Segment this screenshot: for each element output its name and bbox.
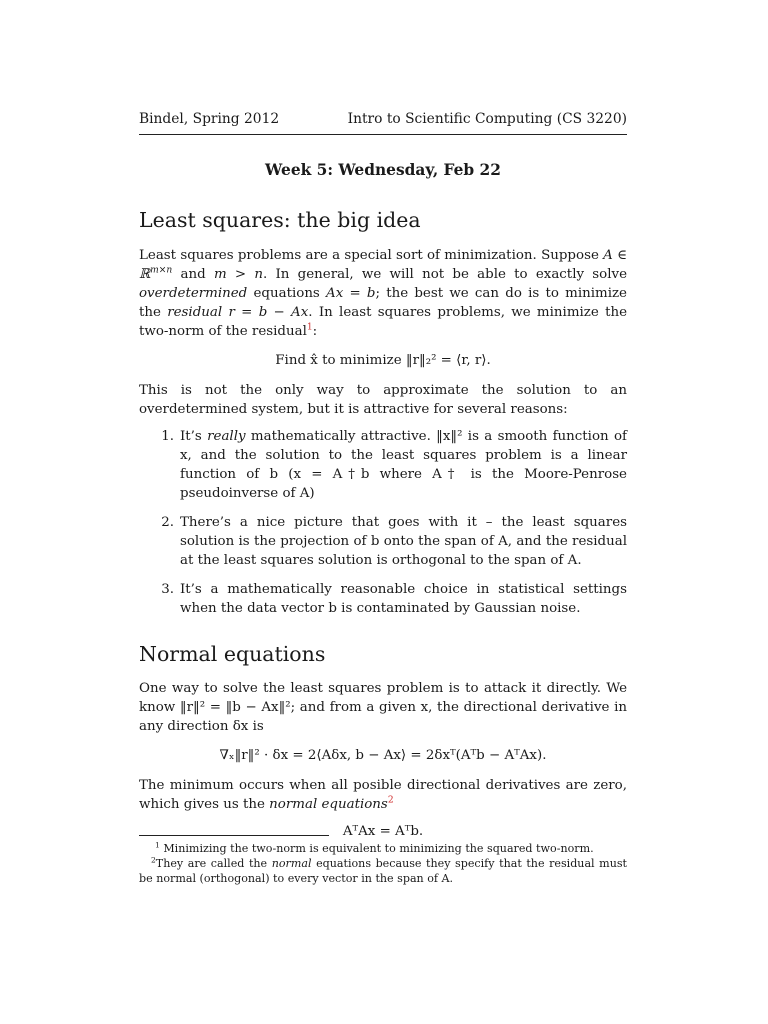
footnotes: [139, 841, 627, 886]
section-heading-normal-equations: Normal equations: [139, 642, 326, 666]
footnote-rule: [139, 835, 329, 836]
display-equation-normal: AᵀAx = Aᵀb.: [342, 824, 424, 839]
header-course-title: Intro to Scientific Computing (CS 3220): [347, 111, 627, 127]
reasons-list: [139, 427, 627, 618]
math-a-in-r: A ∈ ℝ$^{m\times n}$: [139, 248, 627, 282]
display-equation-derivative: ∇ₓ‖r‖² · δx = 2⟨Aδx, b − Ax⟩ = 2δxᵀ(Aᵀb − AᵀAx).: [219, 748, 547, 763]
emphasis-really: really: [207, 429, 246, 444]
list-item: 1. It’s really mathematically attractive. ‖x‖² is a smooth function of x, and the solution to the least squares problem is a linear function of b (x = A†b where A† is the Moore-Penrose pseudoinverse of A): [161, 429, 627, 501]
footnote-ref-2[interactable]: 2: [387, 795, 394, 806]
intro-paragraph: Least squares problems are a special sort of minimization. Suppose A ∈ ℝ$^{m\times n}$ and m > n. In general, we will not be able to exactly solve overdetermined equations Ax = b; the best we can do is to minimize the residual r = b − Ax. In least squares problems, we minimize the two-norm of the residual$^1$:: [139, 248, 628, 339]
document-page: [139, 110, 627, 886]
math-ax-eq-b: Ax = b: [326, 286, 376, 301]
term-normal-equations: normal equations: [269, 797, 388, 812]
footnote-ref-1[interactable]: 1: [306, 322, 313, 333]
footnote-1: $^1$ Minimizing the two-norm is equivalent to minimizing the squared two-norm.: [155, 840, 594, 855]
minimum-paragraph: The minimum occurs when all posible directional derivatives are zero, which gives us the normal equations$^2$: [139, 778, 627, 812]
header-rule: [139, 134, 627, 135]
footnote-2: $^2$They are called the normal equations because they specify that the residual must be normal (orthogonal) to every vector in the span of A.: [139, 855, 627, 885]
math-residual-def: r = b − Ax: [228, 305, 309, 320]
term-residual: residual: [167, 305, 223, 320]
normal-equations-paragraph: One way to solve the least squares problem is to attack it directly. We know ‖r‖² = ‖b − Ax‖²; and from a given x, the directional derivative in any direction δx is: [139, 681, 627, 734]
list-item: 2. There’s a nice picture that goes with it – the least squares solution is the projection of b onto the span of A, and the residual at the least squares solution is orthogonal to the span of A.: [161, 515, 627, 568]
math-m-gt-n: m > n: [213, 267, 264, 282]
running-header: [139, 110, 627, 132]
reasons-paragraph: This is not the only way to approximate the solution to an overdetermined system, but it is attractive for several reasons:: [139, 383, 627, 417]
section-heading-least-squares: Least squares: the big idea: [139, 208, 421, 232]
display-equation-minimize: Find x̂ to minimize ‖r‖₂² = ⟨r, r⟩.: [275, 353, 491, 368]
header-course-author: Bindel, Spring 2012: [139, 111, 280, 127]
list-item: 3. It’s a mathematically reasonable choice in statistical settings when the data vector b is contaminated by Gaussian noise.: [161, 582, 627, 616]
term-overdetermined: overdetermined: [139, 286, 248, 301]
lecture-date-heading: Week 5: Wednesday, Feb 22: [265, 161, 501, 179]
